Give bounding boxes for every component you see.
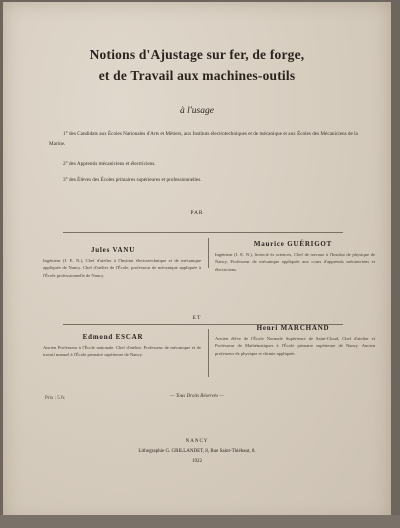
title-line-2: et de Travail aux machines-outils bbox=[98, 68, 296, 83]
audience-item-3: 3° des Élèves des Écoles primaires supérieures et professionnelles. bbox=[63, 177, 202, 183]
printer-line: Lithographie G. GRILLANDET, 8, Rue Saint-Thiébaut, 8. bbox=[138, 449, 256, 454]
author-name-3: Edmond ESCAR bbox=[82, 333, 144, 341]
bottom-edge bbox=[0, 515, 400, 528]
par-label: PAR bbox=[190, 210, 204, 216]
audience-item-1: 1° des Candidats aux Écoles Nationales d'Arts et Métiers, aux Instituts électrotechniques et de mécanique et aux Écoles des Mécaniciens de la Marine. bbox=[49, 131, 358, 147]
title-line-1: Notions d'Ajustage sur fer, de forge, bbox=[89, 47, 305, 62]
document-page bbox=[3, 2, 391, 522]
author-bio-1: Ingénieur (I. E. N.), Chef d'atelier à l'Institut électrotechnique et de mécanique appliquée de Nancy. Chef d'atelier de l'École, professeur de mécanique appliquée à l'École professionnelle de Nancy. bbox=[43, 258, 201, 278]
author-bio-4: Ancien élève de l'École Normale Supérieure de Saint-Cloud, Chef d'atelier et Professeur de Mathématiques à l'École primaire supérieure de Nancy. Ancien professeur de physique et chimie appliquée. bbox=[215, 336, 375, 356]
divider-top bbox=[63, 232, 343, 233]
author-name-1: Jules VANU bbox=[90, 246, 136, 254]
usage-label: à l'usage bbox=[180, 106, 214, 116]
publication-year: 1922 bbox=[192, 459, 202, 464]
divider-vertical-top bbox=[208, 238, 209, 268]
publisher-city: NANCY bbox=[185, 439, 209, 444]
rights-notice: — Tous Droits Réservés — bbox=[170, 394, 224, 399]
et-label: ET bbox=[192, 315, 202, 321]
audience-item-2: 2° des Apprentis mécaniciens et électriciens. bbox=[63, 161, 156, 167]
divider-vertical-bottom bbox=[208, 329, 209, 377]
price-label: Prix : 5 fr. bbox=[45, 396, 66, 401]
author-bio-2: Ingénieur (I. E. N.), licencié ès sciences, Chef de travaux à l'Institut de physique de Nancy, Professeur de mécanique appliquée aux cours d'apprentis mécaniciens et électriciens. bbox=[215, 252, 375, 272]
author-name-2: Maurice GUÉRIGOT bbox=[253, 240, 333, 248]
author-name-4: Henri MARCHAND bbox=[256, 324, 330, 332]
author-bio-3: Ancien Professeur à l'École nationale. Chef d'atelier. Professeur de mécanique et de travail manuel à l'École primaire supérieure de Nancy. bbox=[43, 345, 201, 358]
